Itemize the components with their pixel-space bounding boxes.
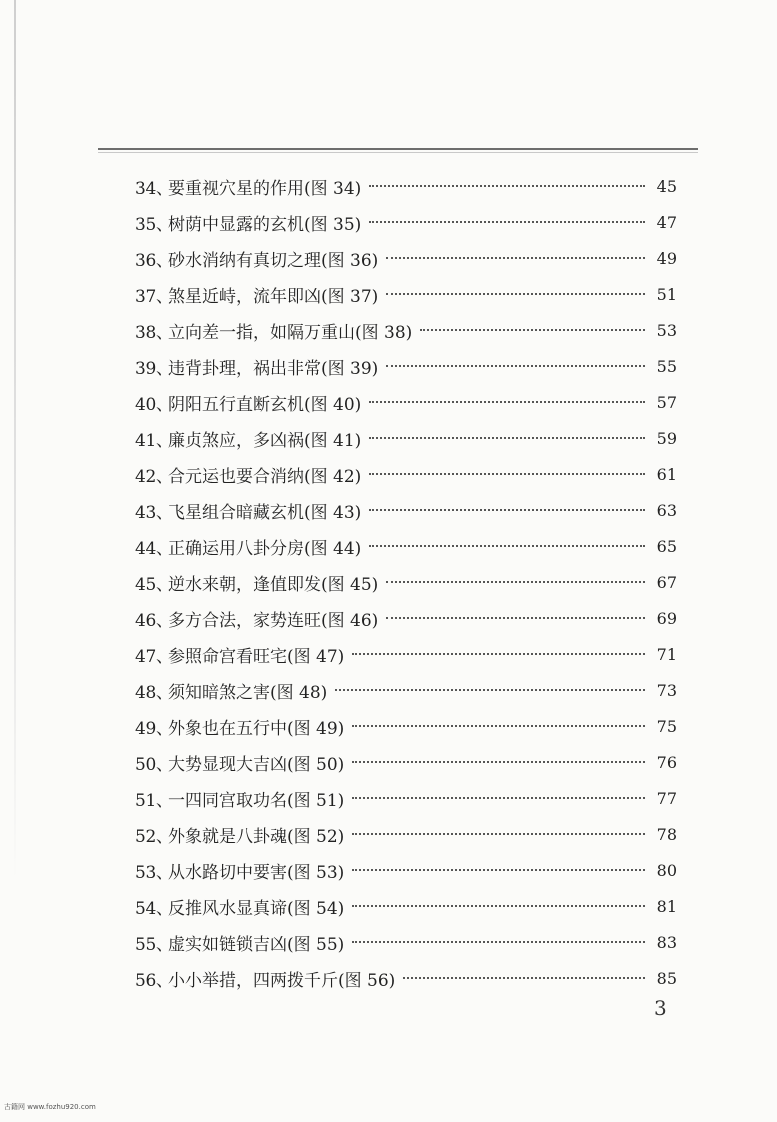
toc-entry[interactable] <box>0 888 777 924</box>
toc-dot-leader <box>386 617 645 619</box>
toc-entry-number: 46、 <box>135 610 173 631</box>
toc-entry-page: 57 <box>656 392 677 412</box>
toc-entry[interactable] <box>0 204 777 240</box>
toc-dot-leader <box>369 401 645 403</box>
footer-watermark: 古籍网 www.fozhu920.com <box>4 1103 96 1111</box>
toc-entry-page: 78 <box>656 824 677 844</box>
toc-entry-page: 75 <box>656 716 677 736</box>
toc-entry-title: 一四同宫取功名(图 51) <box>168 790 345 811</box>
toc-entry[interactable] <box>0 564 777 600</box>
toc-entry-page: 55 <box>656 356 677 376</box>
toc-entry-number: 49、 <box>135 718 173 739</box>
toc-dot-leader <box>369 185 645 187</box>
toc-dot-leader <box>352 941 645 943</box>
toc-entry-title: 砂水消纳有真切之理(图 36) <box>168 250 379 271</box>
toc-entry-title: 阴阳五行直断玄机(图 40) <box>168 394 362 415</box>
toc-entry[interactable] <box>0 672 777 708</box>
toc-entry-title: 参照命宫看旺宅(图 47) <box>168 646 345 667</box>
toc-entry-page: 63 <box>656 500 677 520</box>
toc-entry-title: 反推风水显真谛(图 54) <box>168 898 345 919</box>
toc-dot-leader <box>420 329 645 331</box>
toc-entry[interactable] <box>0 816 777 852</box>
toc-entry-title: 小小举措，四两拨千斤(图 56) <box>168 970 396 991</box>
toc-dot-leader <box>335 689 645 691</box>
toc-entry-page: 83 <box>656 932 677 952</box>
toc-entry[interactable] <box>0 384 777 420</box>
toc-entry[interactable] <box>0 312 777 348</box>
toc-entry-page: 80 <box>656 860 677 880</box>
toc-entry[interactable] <box>0 276 777 312</box>
toc-entry-number: 35、 <box>135 214 173 235</box>
toc-entry-number: 34、 <box>135 178 173 199</box>
toc-entry-title: 要重视穴星的作用(图 34) <box>168 178 362 199</box>
toc-entry-title: 虚实如链锁吉凶(图 55) <box>168 934 345 955</box>
toc-dot-leader <box>386 365 645 367</box>
toc-dot-leader <box>403 977 645 979</box>
toc-dot-leader <box>352 725 645 727</box>
toc-entry-page: 73 <box>656 680 677 700</box>
toc-entry-number: 40、 <box>135 394 173 415</box>
toc-entry-number: 45、 <box>135 574 173 595</box>
toc-entry-title: 正确运用八卦分房(图 44) <box>168 538 362 559</box>
toc-entry[interactable] <box>0 240 777 276</box>
toc-entry-number: 50、 <box>135 754 173 775</box>
toc-entry-page: 77 <box>656 788 677 808</box>
toc-dot-leader <box>352 869 645 871</box>
toc-entry-number: 39、 <box>135 358 173 379</box>
toc-dot-leader <box>369 473 645 475</box>
toc-entry[interactable] <box>0 708 777 744</box>
toc-entry-number: 43、 <box>135 502 173 523</box>
toc-entry-page: 67 <box>656 572 677 592</box>
toc-entry-number: 37、 <box>135 286 173 307</box>
page-number: 3 <box>654 996 667 1020</box>
toc-entry[interactable] <box>0 960 777 996</box>
table-of-contents <box>0 168 777 996</box>
header-rule <box>98 148 698 150</box>
toc-entry-title: 违背卦理，祸出非常(图 39) <box>168 358 379 379</box>
toc-entry-page: 65 <box>656 536 677 556</box>
toc-entry-page: 45 <box>656 176 677 196</box>
toc-entry-page: 71 <box>656 644 677 664</box>
toc-entry[interactable] <box>0 636 777 672</box>
toc-dot-leader <box>386 581 645 583</box>
toc-entry[interactable] <box>0 852 777 888</box>
toc-entry[interactable] <box>0 600 777 636</box>
toc-entry-title: 外象也在五行中(图 49) <box>168 718 345 739</box>
toc-entry-page: 85 <box>656 968 677 988</box>
toc-entry-page: 53 <box>656 320 677 340</box>
toc-dot-leader <box>369 509 645 511</box>
toc-dot-leader <box>386 293 645 295</box>
toc-entry-title: 大势显现大吉凶(图 50) <box>168 754 345 775</box>
toc-entry-title: 外象就是八卦魂(图 52) <box>168 826 345 847</box>
toc-entry-number: 53、 <box>135 862 173 883</box>
toc-entry-page: 69 <box>656 608 677 628</box>
toc-dot-leader <box>369 545 645 547</box>
toc-dot-leader <box>352 905 645 907</box>
toc-entry[interactable] <box>0 924 777 960</box>
toc-entry-number: 47、 <box>135 646 173 667</box>
header-rule-shadow <box>98 152 698 153</box>
toc-entry-page: 47 <box>656 212 677 232</box>
toc-dot-leader <box>352 653 645 655</box>
toc-entry[interactable] <box>0 492 777 528</box>
toc-entry-page: 51 <box>656 284 677 304</box>
toc-entry-title: 须知暗煞之害(图 48) <box>168 682 328 703</box>
toc-entry-number: 56、 <box>135 970 173 991</box>
toc-entry-page: 61 <box>656 464 677 484</box>
toc-entry-number: 52、 <box>135 826 173 847</box>
toc-dot-leader <box>352 797 645 799</box>
toc-entry-number: 38、 <box>135 322 173 343</box>
toc-entry-title: 廉贞煞应，多凶祸(图 41) <box>168 430 362 451</box>
toc-entry-number: 41、 <box>135 430 173 451</box>
toc-entry-title: 飞星组合暗藏玄机(图 43) <box>168 502 362 523</box>
toc-entry-number: 44、 <box>135 538 173 559</box>
toc-entry-title: 树荫中显露的玄机(图 35) <box>168 214 362 235</box>
toc-entry-title: 煞星近峙，流年即凶(图 37) <box>168 286 379 307</box>
toc-entry[interactable] <box>0 744 777 780</box>
toc-entry-number: 36、 <box>135 250 173 271</box>
toc-dot-leader <box>352 761 645 763</box>
toc-entry-number: 55、 <box>135 934 173 955</box>
toc-entry-page: 49 <box>656 248 677 268</box>
toc-entry-number: 54、 <box>135 898 173 919</box>
toc-entry-page: 81 <box>656 896 677 916</box>
toc-entry-title: 合元运也要合消纳(图 42) <box>168 466 362 487</box>
toc-entry-page: 59 <box>656 428 677 448</box>
toc-entry[interactable] <box>0 168 777 204</box>
toc-entry-number: 51、 <box>135 790 173 811</box>
toc-dot-leader <box>369 437 645 439</box>
toc-entry[interactable] <box>0 420 777 456</box>
toc-entry-number: 42、 <box>135 466 173 487</box>
toc-entry-title: 立向差一指，如隔万重山(图 38) <box>168 322 413 343</box>
toc-entry[interactable] <box>0 456 777 492</box>
toc-entry-title: 多方合法，家势连旺(图 46) <box>168 610 379 631</box>
toc-entry-page: 76 <box>656 752 677 772</box>
toc-entry-number: 48、 <box>135 682 173 703</box>
toc-dot-leader <box>369 221 645 223</box>
toc-entry[interactable] <box>0 780 777 816</box>
toc-entry-title: 从水路切中要害(图 53) <box>168 862 345 883</box>
toc-dot-leader <box>352 833 645 835</box>
toc-dot-leader <box>386 257 645 259</box>
toc-entry[interactable] <box>0 348 777 384</box>
toc-entry-title: 逆水来朝，逢值即发(图 45) <box>168 574 379 595</box>
toc-entry[interactable] <box>0 528 777 564</box>
